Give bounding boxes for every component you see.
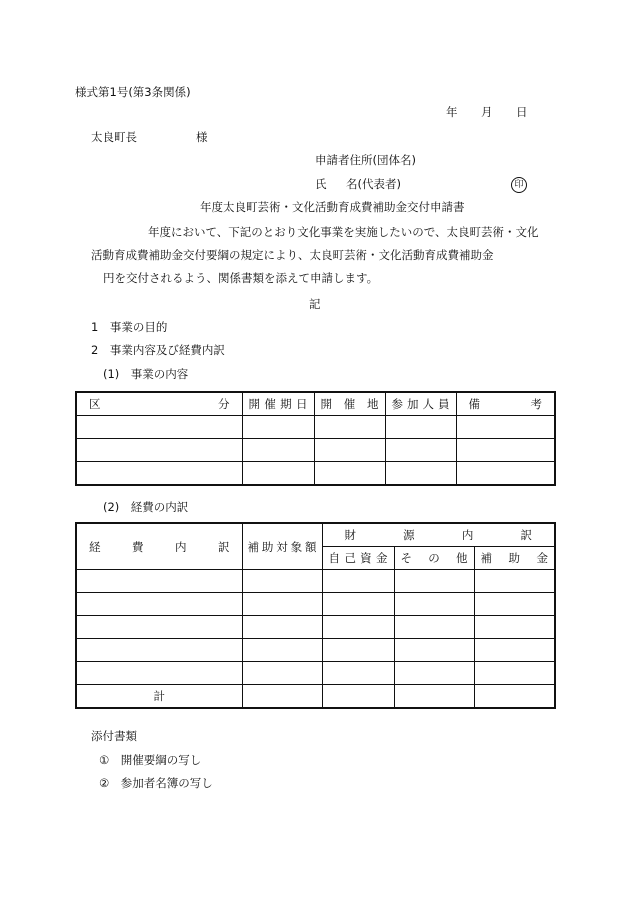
- body-line-1: 年度において、下記のとおり文化事業を実施したいので、太良町芸術・文化: [148, 225, 539, 239]
- table-row: [76, 593, 555, 616]
- header-own-funds: 自 己 資 金: [322, 547, 394, 570]
- header-funding-breakdown: 財 源 内 訳: [322, 523, 555, 547]
- document-title: 年度太良町芸術・文化活動育成費補助金交付申請書: [200, 200, 465, 214]
- table-header-row: [76, 523, 555, 547]
- table-row: [76, 416, 555, 439]
- header-participants: 参 加 人 員: [385, 392, 456, 416]
- date-day: 日: [516, 105, 528, 119]
- table-row: [76, 662, 555, 685]
- header-venue: 開 催 地: [314, 392, 385, 416]
- date-year: 年: [446, 105, 458, 119]
- form-number: 様式第1号(第3条関係): [75, 85, 191, 99]
- header-category: 区 分: [76, 392, 242, 416]
- section-2: 2 事業内容及び経費内訳: [91, 343, 225, 357]
- applicant-address-label: 申請者住所(団体名): [315, 153, 416, 167]
- attachment-item-1: ① 開催要綱の写し: [99, 753, 202, 767]
- header-eligible-amount: 補 助 対 象 額: [242, 523, 322, 570]
- applicant-name-label-1: 氏: [315, 177, 327, 191]
- table-row: [76, 462, 555, 486]
- date-month: 月: [481, 105, 493, 119]
- table-header-row: [76, 392, 555, 416]
- total-row: [76, 685, 555, 709]
- table-row: [76, 439, 555, 462]
- header-other: そ の 他: [394, 547, 474, 570]
- seal-mark: 印: [511, 177, 527, 193]
- event-content-table: [75, 391, 556, 486]
- applicant-name-label-2: 名(代表者): [346, 177, 401, 191]
- header-remarks: 備 考: [456, 392, 555, 416]
- total-label: 計: [76, 685, 242, 709]
- table-row: [76, 639, 555, 662]
- header-expense-items: 経 費 内 訳: [76, 523, 242, 570]
- honorific: 様: [196, 130, 208, 144]
- section-2-1: (1) 事業の内容: [103, 367, 189, 381]
- addressee: 太良町長: [91, 130, 137, 144]
- section-2-2: (2) 経費の内訳: [103, 500, 189, 514]
- header-date: 開 催 期 日: [242, 392, 314, 416]
- header-subsidy: 補 助 金: [474, 547, 555, 570]
- attachments-label: 添付書類: [91, 729, 137, 743]
- table-row: [76, 616, 555, 639]
- body-line-3: 円を交付されるよう、関係書類を添えて申請します。: [103, 271, 379, 285]
- expense-breakdown-table: [75, 522, 556, 709]
- body-line-2: 活動育成費補助金交付要綱の規定により、太良町芸術・文化活動育成費補助金: [91, 248, 494, 262]
- attachment-item-2: ② 参加者名簿の写し: [99, 776, 213, 790]
- table-row: [76, 570, 555, 593]
- ki-heading: 記: [309, 297, 321, 311]
- section-1: 1 事業の目的: [91, 320, 168, 334]
